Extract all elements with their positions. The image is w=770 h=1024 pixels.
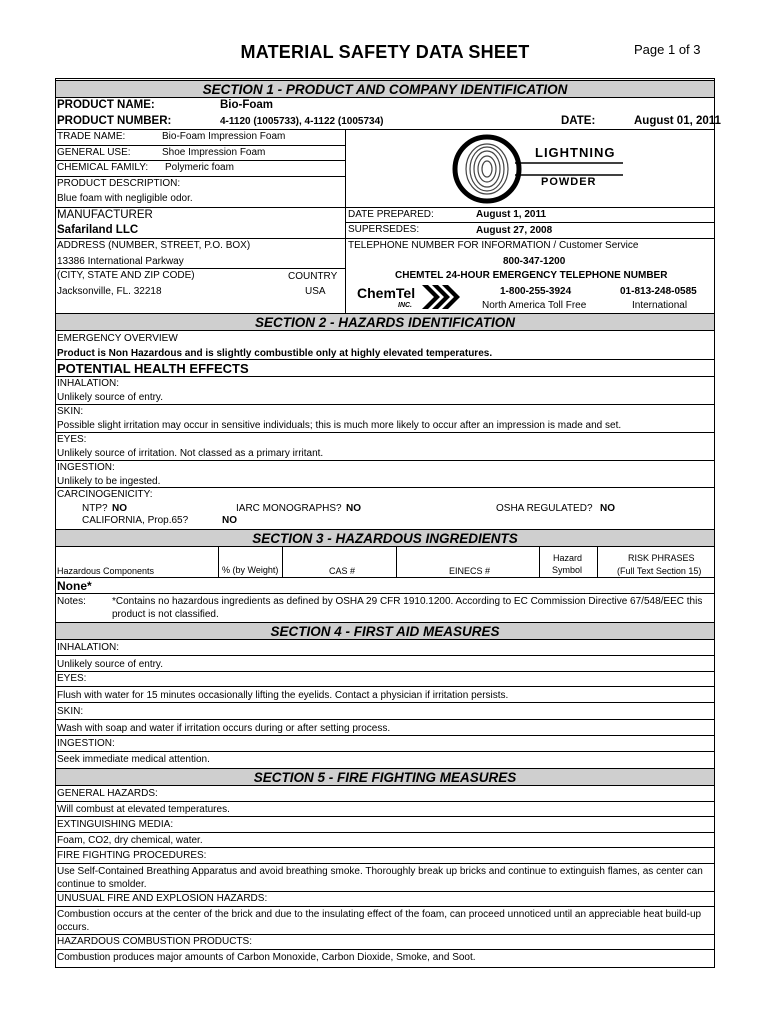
divider	[56, 832, 714, 833]
iarc-value: NO	[346, 503, 361, 514]
telephone-label: TELEPHONE NUMBER FOR INFORMATION / Customer Service	[348, 240, 639, 251]
divider	[56, 671, 714, 672]
divider	[56, 891, 714, 892]
column-divider	[539, 547, 540, 577]
section-5-heading: SECTION 5 - FIRE FIGHTING MEASURES	[56, 768, 714, 786]
lightning-powder-logo	[447, 133, 627, 205]
column-divider	[597, 547, 598, 577]
california-label: CALIFORNIA, Prop.65?	[82, 515, 189, 526]
divider	[56, 207, 714, 208]
inhalation-label: INHALATION:	[57, 378, 120, 389]
divider	[56, 719, 714, 720]
product-description-label: PRODUCT DESCRIPTION:	[57, 178, 181, 189]
north-america-phone: 1-800-255-3924	[500, 286, 572, 297]
notes-line-1: *Contains no hazardous ingredients as defined by OSHA 29 CFR 1910.1200. According to EC Commission Directive 67/548/EEC this	[112, 596, 703, 607]
divider	[56, 593, 714, 594]
fire-fighting-procedures-label: FIRE FIGHTING PROCEDURES:	[57, 850, 207, 861]
osha-label: OSHA REGULATED?	[496, 503, 593, 514]
chemical-family-label: CHEMICAL FAMILY:	[57, 162, 149, 173]
first-aid-inhalation: Unlikely source of entry.	[57, 659, 163, 670]
date-value: August 01, 2011	[634, 115, 721, 127]
fire-fighting-procedures-line-1: Use Self-Contained Breathing Apparatus and avoid breathing smoke. Thoroughly break up bricks and continue to extinguish flames, as center can	[57, 866, 703, 877]
product-name-label: PRODUCT NAME:	[57, 99, 155, 111]
document-title: MATERIAL SAFETY DATA SHEET	[240, 42, 530, 62]
manufacturer-label: MANUFACTURER	[57, 209, 153, 221]
product-description: Blue foam with negligible odor.	[57, 193, 193, 204]
supersedes-label: SUPERSEDES:	[348, 224, 420, 235]
general-use-label: GENERAL USE:	[57, 147, 131, 158]
section-1-heading: SECTION 1 - PRODUCT AND COMPANY IDENTIFICATION	[56, 80, 714, 98]
col-cas: CAS #	[329, 566, 356, 576]
general-use: Shoe Impression Foam	[162, 147, 266, 158]
divider	[56, 238, 714, 239]
skin-label: SKIN:	[57, 406, 84, 417]
col-risk-phrases: RISK PHRASES	[628, 553, 695, 563]
col-risk-full-text: (Full Text Section 15)	[617, 566, 702, 576]
emergency-overview: Product is Non Hazardous and is slightly combustible only at highly elevated temperatures.	[57, 348, 493, 359]
unusual-hazards-line-1: Combustion occurs at the center of the brick and due to the insulating effect of the foam, can proceed unnoticed until an appreciable heat build-up	[57, 909, 702, 920]
divider	[56, 816, 714, 817]
divider	[56, 268, 346, 269]
address-label: ADDRESS (NUMBER, STREET, P.O. BOX)	[57, 240, 251, 251]
divider	[56, 863, 714, 864]
divider	[56, 686, 714, 687]
combustion-products-label: HAZARDOUS COMBUSTION PRODUCTS:	[57, 936, 253, 947]
divider	[56, 460, 714, 461]
extinguishing-media: Foam, CO2, dry chemical, water.	[57, 835, 203, 846]
column-divider	[345, 129, 346, 313]
col-einecs: EINECS #	[449, 566, 491, 576]
notes-line-2: product is not classified.	[112, 609, 219, 620]
eyes: Unlikely source of irritation. Not classed as a primary irritant.	[57, 448, 324, 459]
date-label: DATE:	[561, 115, 596, 127]
unusual-hazards-line-2: occurs.	[57, 922, 90, 933]
logo-text-powder: POWDER	[541, 176, 597, 188]
divider	[56, 176, 346, 177]
column-divider	[282, 547, 283, 577]
product-name: Bio-Foam	[220, 99, 274, 111]
divider	[56, 735, 714, 736]
north-america-label: North America Toll Free	[482, 300, 587, 311]
divider	[56, 359, 714, 360]
combustion-products: Combustion produces major amounts of Carbon Monoxide, Carbon Dioxide, Smoke, and Soot.	[57, 952, 476, 963]
country-label: COUNTRY	[288, 271, 338, 282]
col-hazardous-components: Hazardous Components	[57, 566, 155, 576]
country: USA	[305, 286, 326, 297]
first-aid-inhalation-label: INHALATION:	[57, 642, 120, 653]
chemical-family: Polymeric foam	[165, 162, 234, 173]
divider	[346, 222, 714, 223]
chemtel-logo-inc: INC.	[398, 302, 412, 309]
skin: Possible slight irritation may occur in sensitive individuals; this is much more likely to occur after an impression is made and set.	[57, 420, 622, 431]
divider	[56, 487, 714, 488]
carcinogenicity-label: CARCINOGENICITY:	[57, 489, 153, 500]
col-hazard: Hazard	[553, 553, 583, 563]
divider	[56, 160, 346, 161]
section-3-heading: SECTION 3 - HAZARDOUS INGREDIENTS	[56, 529, 714, 547]
divider	[56, 934, 714, 935]
fire-fighting-procedures-line-2: continue to smolder.	[57, 879, 147, 890]
general-hazards-label: GENERAL HAZARDS:	[57, 788, 158, 799]
trade-name: Bio-Foam Impression Foam	[162, 131, 286, 142]
first-aid-ingestion-label: INGESTION:	[57, 738, 115, 749]
first-aid-skin: Wash with soap and water if irritation occurs during or after setting process.	[57, 723, 391, 734]
international-phone: 01-813-248-0585	[620, 286, 697, 297]
col-weight: % (by Weight)	[222, 565, 279, 575]
eyes-label: EYES:	[57, 434, 87, 445]
telephone: 800-347-1200	[503, 256, 566, 267]
divider	[56, 145, 346, 146]
divider	[56, 129, 714, 130]
city: Jacksonville, FL. 32218	[57, 286, 162, 297]
supersedes: August 27, 2008	[476, 225, 553, 236]
trade-name-label: TRADE NAME:	[57, 131, 126, 142]
iarc-label: IARC MONOGRAPHS?	[236, 503, 342, 514]
divider	[56, 801, 714, 802]
international-label: International	[632, 300, 688, 311]
product-number-label: PRODUCT NUMBER:	[57, 115, 172, 127]
emergency-overview-label: EMERGENCY OVERVIEW	[57, 333, 178, 344]
column-divider	[396, 547, 397, 577]
divider	[56, 949, 714, 950]
divider	[56, 376, 714, 377]
date-prepared-label: DATE PREPARED:	[348, 209, 434, 220]
chemtel-arrows-icon	[420, 283, 462, 311]
column-divider	[218, 547, 219, 577]
first-aid-ingestion: Seek immediate medical attention.	[57, 754, 210, 765]
first-aid-eyes-label: EYES:	[57, 673, 87, 684]
general-hazards: Will combust at elevated temperatures.	[57, 804, 230, 815]
divider	[56, 404, 714, 405]
divider	[56, 577, 714, 578]
col-hazard-symbol: Symbol	[552, 565, 583, 575]
section-4-heading: SECTION 4 - FIRST AID MEASURES	[56, 622, 714, 640]
chemtel-label: CHEMTEL 24-HOUR EMERGENCY TELEPHONE NUMBER	[395, 270, 668, 281]
extinguishing-media-label: EXTINGUISHING MEDIA:	[57, 819, 174, 830]
divider	[56, 702, 714, 703]
divider	[56, 432, 714, 433]
california-value: NO	[222, 515, 237, 526]
divider	[56, 906, 714, 907]
divider	[56, 655, 714, 656]
potential-health-effects: POTENTIAL HEALTH EFFECTS	[57, 361, 249, 376]
product-number: 4-1120 (1005733), 4-1122 (1005734)	[220, 116, 384, 127]
address: 13386 International Parkway	[57, 256, 184, 267]
manufacturer: Safariland LLC	[57, 224, 139, 236]
inhalation: Unlikely source of entry.	[57, 392, 163, 403]
chemtel-logo-text: ChemTel	[357, 285, 416, 301]
ntp-label: NTP?	[82, 503, 108, 514]
ingestion-label: INGESTION:	[57, 462, 115, 473]
divider	[56, 847, 714, 848]
unusual-hazards-label: UNUSUAL FIRE AND EXPLOSION HAZARDS:	[57, 893, 268, 904]
fingerprint-icon	[447, 133, 627, 205]
ingestion: Unlikely to be ingested.	[57, 476, 161, 487]
first-aid-skin-label: SKIN:	[57, 706, 84, 717]
chemtel-logo	[356, 283, 466, 311]
ntp-value: NO	[112, 503, 127, 514]
first-aid-eyes: Flush with water for 15 minutes occasionally lifting the eyelids. Contact a physician if irritation persists.	[57, 690, 509, 701]
none-value: None*	[57, 579, 92, 593]
osha-value: NO	[600, 503, 615, 514]
city-label: (CITY, STATE AND ZIP CODE)	[57, 270, 195, 281]
section-2-heading: SECTION 2 - HAZARDS IDENTIFICATION	[56, 313, 714, 331]
page-number: Page 1 of 3	[634, 42, 701, 57]
logo-text-lightning: LIGHTNING	[535, 145, 616, 160]
divider	[56, 751, 714, 752]
notes-label: Notes:	[57, 596, 86, 607]
date-prepared: August 1, 2011	[476, 209, 547, 220]
